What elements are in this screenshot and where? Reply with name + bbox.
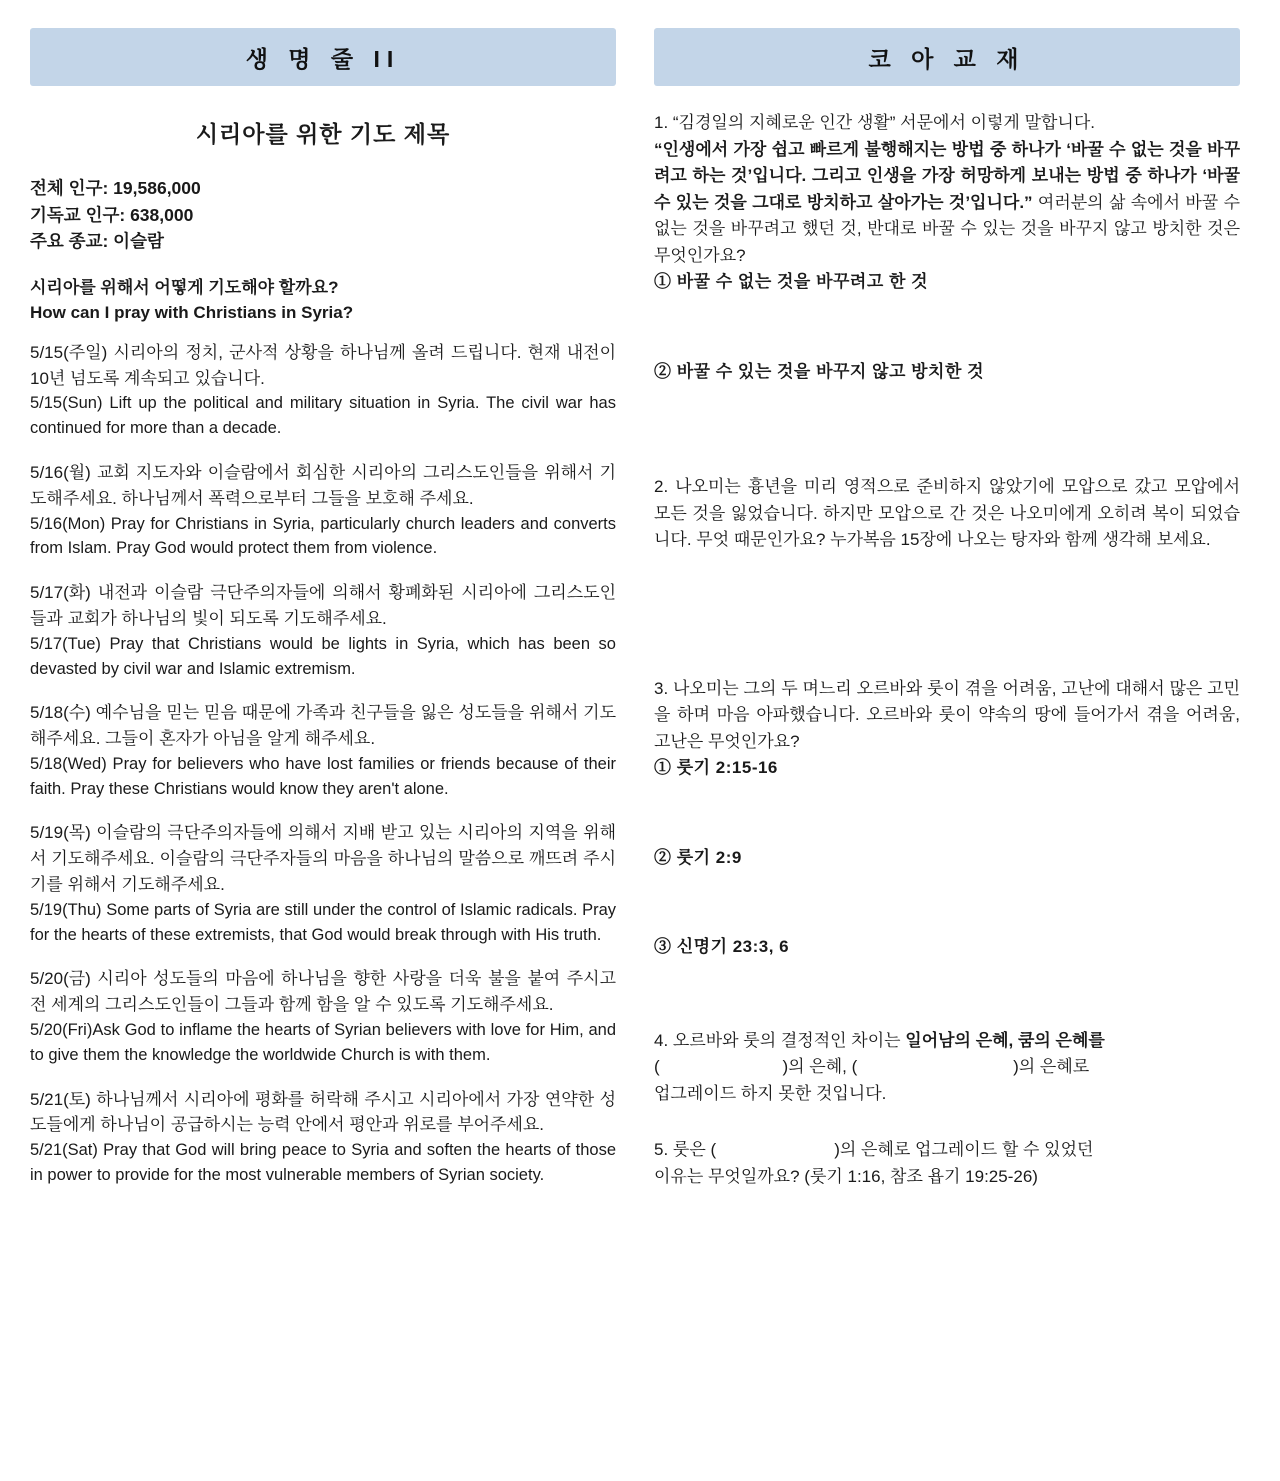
question-2 (654, 474, 1240, 672)
question-4-blank-open: ( (654, 1057, 660, 1077)
prayer-entry-ko: 5/16(월) 교회 지도자와 이슬람에서 회심한 시리아의 그리스도인들을 위해서 기도해주세요. 하나님께서 폭력으로부터 그들을 보호해 주세요. (30, 462, 616, 508)
prayer-entry-en: 5/19(Thu) Some parts of Syria are still under the control of Islamic radicals. Pray for the hearts of these extremists, that God would break through with His truth. (30, 900, 616, 944)
question-5-blank-1[interactable] (716, 1137, 834, 1164)
question-4-text (654, 1028, 1240, 1108)
prayer-entry (30, 460, 616, 561)
prayer-entry-ko: 5/17(화) 내전과 이슬람 극단주의자들에 의해서 황폐화된 시리아에 그리스도인들과 교회가 하나님의 빛이 되도록 기도해주세요. (30, 583, 616, 628)
question-4-line-3: 업그레이드 하지 못한 것입니다. (654, 1083, 887, 1103)
prayer-entry-en: 5/15(Sun) Lift up the political and military situation in Syria. The civil war has continued for more than a decade. (30, 394, 616, 438)
page-title: 시리아를 위한 기도 제목 (195, 121, 451, 147)
prayer-entry-ko: 5/15(주일) 시리아의 정치, 군사적 상황을 하나님께 올려 드립니다. 현재 내전이 10년 넘도록 계속되고 있습니다. (30, 342, 616, 388)
question-5 (654, 1137, 1240, 1190)
answer-space (654, 781, 1240, 845)
prayer-entry (30, 1087, 616, 1188)
stat-population: 전체 인구: 19,586,000 (30, 178, 201, 198)
prayer-entry-en: 5/20(Fri)Ask God to inflame the hearts of Syrian believers with love for Him, and to give them the knowledge the worldwide Church is with them. (30, 1021, 616, 1064)
prayer-entry (30, 820, 616, 947)
answer-space (654, 384, 1240, 470)
country-stats (30, 175, 616, 255)
stat-religion: 주요 종교: 이슬람 (30, 231, 164, 252)
question-3-text: 3. 나오미는 그의 두 며느리 오르바와 룻이 겪을 어려움, 고난에 대해서 많은 고민을 하며 마음 아파했습니다. 오르바와 룻이 약속의 땅에 들어가서 겪을 어려움, 고난은 무엇인가요? (654, 678, 1240, 751)
question-1-sub-1: ① 바꿀 수 없는 것을 바꾸려고 한 것 (654, 272, 929, 292)
answer-space (654, 960, 1240, 1024)
right-banner (654, 28, 1240, 86)
question-2-text: 2. 나오미는 흉년을 미리 영적으로 준비하지 않았기에 모압으로 갔고 모압에서 모든 것을 잃었습니다. 하지만 모압으로 간 것은 나오미에게 오히려 복이 되었습니다. 무엇 때문인가요? 누가복음 15장에 나오는 탕자와 함께 생각해 보세요. (654, 477, 1240, 550)
prayer-entry-en: 5/17(Tue) Pray that Christians would be lights in Syria, which has been so devasted by civil war and Islamic extremism. (30, 634, 616, 678)
question-3-sub-2: ② 룻기 2:9 (654, 847, 742, 867)
question-1 (654, 110, 1240, 470)
question-4-blank-close: )의 은혜로 (1013, 1057, 1090, 1077)
stat-christians: 기독교 인구: 638,000 (30, 204, 194, 225)
question-3 (654, 676, 1240, 1024)
prayer-entry (30, 580, 616, 681)
question-3-sub-3: ③ 신명기 23:3, 6 (654, 937, 790, 957)
prayer-entry (30, 340, 616, 441)
question-1-lead: 1. “김경일의 지혜로운 인간 생활” 서문에서 이렇게 말합니다. (654, 113, 1095, 132)
answer-space (654, 1107, 1240, 1133)
prayer-entry-ko: 5/20(금) 시리아 성도들의 마음에 하나님을 향한 사랑을 더욱 불을 붙여 주시고 전 세계의 그리스도인들이 그들과 함께 함을 알 수 있도록 기도해주세요. (30, 969, 616, 1015)
prayer-prompt-ko: 시리아를 위해서 어떻게 기도해야 할까요? (30, 277, 339, 297)
right-column (654, 28, 1240, 1194)
question-4-lead: 4. 오르바와 룻의 결정적인 차이는 (654, 1030, 906, 1050)
left-banner-title: 생 명 줄 II (245, 45, 401, 72)
question-1-tail: 여러분의 삶 속에서 바꿀 수 없는 것을 바꾸려고 했던 것, 반대로 바꿀 수 있는 것을 바꾸지 않고 방치한 것은 무엇인가요? (654, 192, 1240, 265)
question-4-blank-mid: )의 은혜, ( (782, 1057, 858, 1077)
prayer-entry-en: 5/16(Mon) Pray for Christians in Syria, particularly church leaders and converts from Islam. Pray God would protect them from violence. (30, 514, 616, 558)
question-5-line-2: 이유는 무엇일까요? (룻기 1:16, 참조 욥기 19:25-26) (654, 1166, 1038, 1186)
prayer-entry-ko: 5/18(수) 예수님을 믿는 믿음 때문에 가족과 친구들을 잃은 성도들을 위해서 기도해주세요. 그들이 혼자가 아님을 알게 해주세요. (30, 703, 616, 749)
question-4-blank-1[interactable] (660, 1054, 783, 1081)
prayer-entry-en: 5/21(Sat) Pray that God will bring peace to Syria and soften the hearts of those in power to provide for the most vulnerable members of Syrian society. (30, 1141, 616, 1184)
prayer-entry-ko: 5/21(토) 하나님께서 시리아에 평화를 허락해 주시고 시리아에서 가장 연약한 성도들에게 하나님이 공급하시는 능력 안에서 평안과 위로를 부어주세요. (30, 1089, 616, 1135)
prayer-prompt (30, 275, 616, 326)
prayer-entry-en: 5/18(Wed) Pray for believers who have lost families or friends because of their faith. Pray these Christians would know they aren't alone. (30, 754, 616, 798)
question-4 (654, 1028, 1240, 1134)
left-banner (30, 28, 616, 86)
answer-space (654, 554, 1240, 672)
question-5-tail: )의 은혜로 업그레이드 할 수 있었던 (834, 1140, 1094, 1160)
question-3-sub-1: ① 룻기 2:15-16 (654, 758, 778, 778)
prayer-entry-ko: 5/19(목) 이슬람의 극단주의자들에 의해서 지배 받고 있는 시리아의 지역을 위해서 기도해주세요. 이슬람의 극단주자들의 마음을 하나님의 말씀으로 깨뜨려 주시기를 위해서 기도해주세요. (30, 823, 616, 895)
question-5-text (654, 1137, 1240, 1190)
prayer-entry (30, 700, 616, 801)
question-1-text (654, 110, 1240, 269)
question-4-blank-2[interactable] (857, 1054, 1013, 1081)
prayer-prompt-en: How can I pray with Christians in Syria? (30, 303, 354, 323)
prayer-entry (30, 966, 616, 1067)
answer-space (654, 870, 1240, 934)
question-1-sub-2: ② 바꿀 수 있는 것을 바꾸지 않고 방치한 것 (654, 361, 985, 381)
left-column (30, 28, 616, 1207)
answer-space (654, 295, 1240, 359)
question-1-quote: “인생에서 가장 쉽고 빠르게 불행해지는 방법 중 하나가 ‘바꿀 수 없는 것을 바꾸려고 하는 것’입니다. 그리고 인생을 가장 허망하게 보내는 방법 중 하나가 ‘바꿀 수 있는 것을 그대로 방치하고 살아가는 것’입니다.” (654, 139, 1240, 212)
question-5-lead: 5. 룻은 ( (654, 1140, 717, 1160)
question-4-bold: 일어남의 은혜, 쿰의 은혜를 (905, 1030, 1105, 1050)
right-banner-title: 코 아 교 재 (868, 45, 1026, 72)
